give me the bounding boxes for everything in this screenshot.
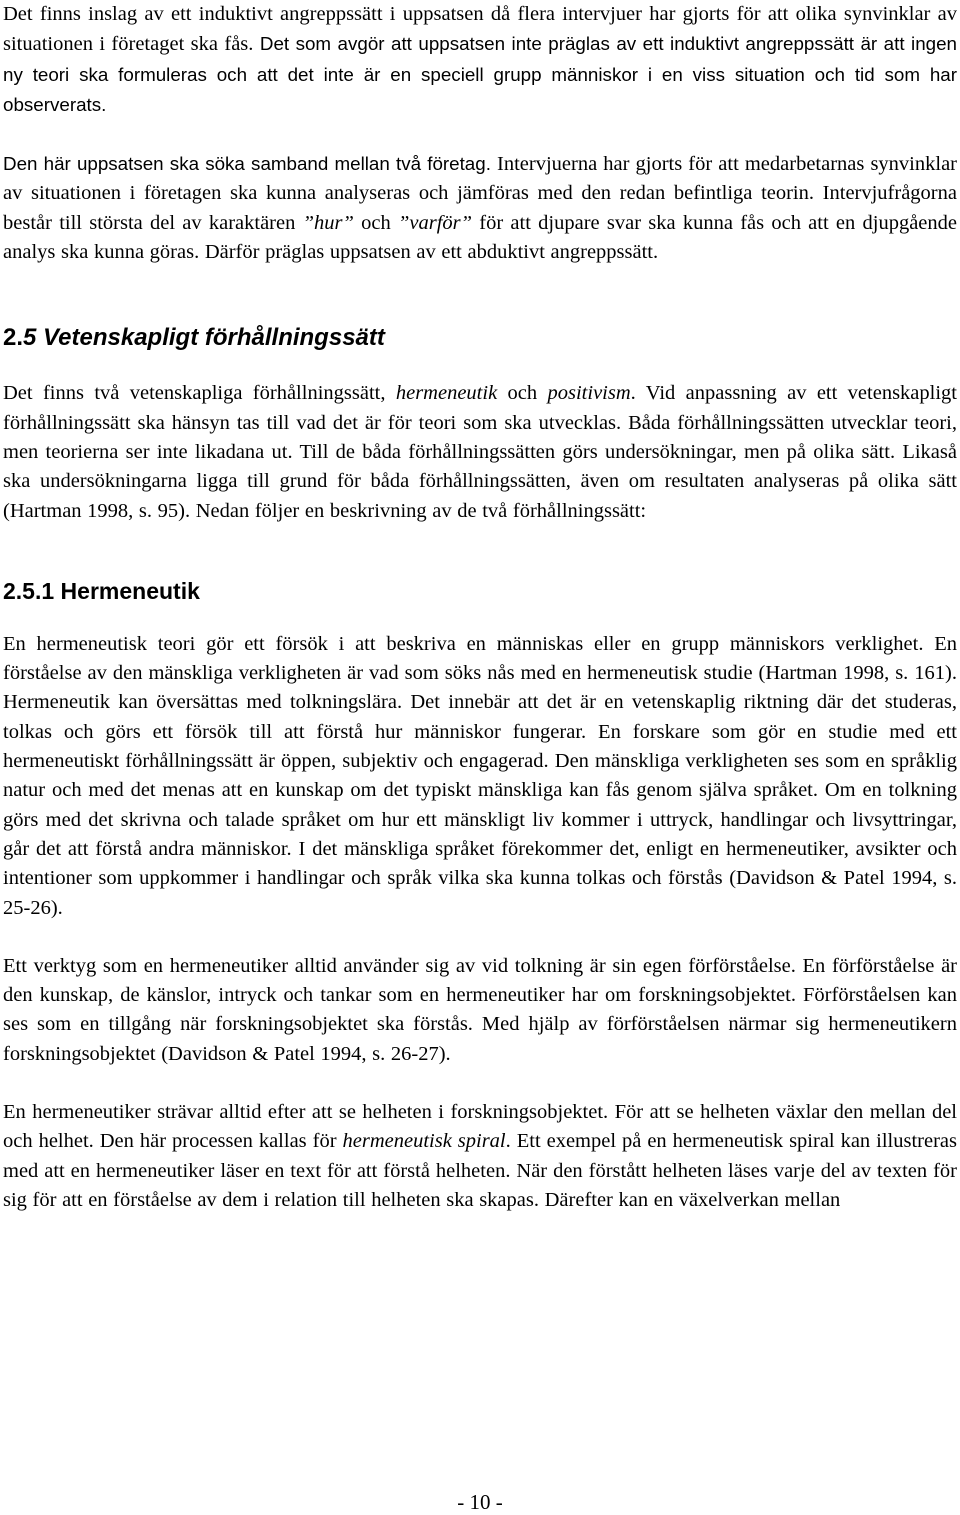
- paragraph-text: för att djupare svar ska kunna fås och att en djupgående analys ska kunna göras. Därför präglas uppsatsen av ett abduktivt angreppssätt.: [3, 211, 957, 264]
- paragraph-hermeneutik: En hermeneutisk teori gör ett försök i att beskriva en människas eller en grupp människors verklighet. En förståelse av den mänskliga verkligheten är vad som söks nås med en hermeneutisk studie (Hartman 1998, s. 161). Hermeneutik kan översättas med tolkningslära. Det innebär att det är en vetenskaplig riktning där det studeras, tolkas och görs ett försök till att förstå hur människor fungerar. En forskare som gör en studie med ett hermeneutiskt förhållningssätt är öppen, subjektiv och engagerad. Den mänskliga verkligheten ses som en språklig natur och med det menas att en kunskap om det typiskt mänskliga kan fås genom själva språket. Om en tolkning görs med det skrivna och talade språket om hur ett mänskligt liv kommer i uttryck, handlingar och livsyttringar, går det att förstå andra människor. I det mänskliga språket förekommer det, enligt en hermeneutiker, avsikter och intentioner som uppkommer i handlingar och språk vilka ska kunna tolkas och förstås (Davidson & Patel 1994, s. 25-26).: [3, 632, 957, 919]
- section-heading-2-5: [3, 323, 957, 353]
- paragraph-helhet: [3, 1098, 957, 1215]
- paragraph-text: En hermeneutiker strävar alltid efter att se helheten i forskningsobjektet. För att se helheten växlar den mellan del och helhet. Den här processen kallas för: [3, 1101, 957, 1153]
- paragraph-text-sans: Den här uppsatsen ska söka samband mellan två företag.: [3, 153, 491, 175]
- paragraph-forhallningssatt: [3, 379, 957, 525]
- paragraph-samband: [3, 149, 957, 267]
- heading-number: 2.: [3, 324, 24, 352]
- term-varfor: ”varför”: [397, 211, 473, 234]
- section-heading-2-5-1: 2.5.1 Hermeneutik: [3, 577, 200, 604]
- paragraph-text: Det finns två vetenskapliga förhållningssätt,: [3, 382, 396, 405]
- paragraph-forforstaelse: Ett verktyg som en hermeneutiker alltid använder sig av vid tolkning är sin egen förförståelse. En förförståelse är den kunskap, de känslor, intryck och tankar som en hermeneutiker har om forskningsobjektet. Förförståelsen kan ses som en tillgång när forskningsobjektet ska förstås. Med hjälp av förförståelsen närmar sig hermeneutikern forskningsobjektet (Davidson & Patel 1994, s. 26-27).: [3, 954, 957, 1065]
- paragraph-induktivt: [3, 0, 957, 120]
- term-hur: ”hur”: [302, 211, 354, 234]
- term-positivism: positivism: [547, 382, 631, 405]
- paragraph-text: . Ett exempel på en hermeneutisk spiral kan illustreras med att en hermeneutiker läser en text för att förstå helheten. När den förstått helheten läses varje del av texten för sig för att en förståelse av dem i relation till helheten ska skapas. Därefter kan en växelverkan mellan: [3, 1130, 957, 1211]
- paragraph-text: och: [497, 382, 548, 405]
- heading-text: 5 Vetenskapligt förhållningssätt: [23, 324, 385, 352]
- paragraph-text-sans: Det som avgör att uppsatsen inte präglas av ett induktivt angreppssätt är att ingen ny teori ska formuleras och att det inte är en speciell grupp människor i en viss situation och tid som har observerats.: [3, 33, 957, 115]
- term-hermeneutik: hermeneutik: [395, 382, 498, 405]
- document-page: [3, 0, 957, 1215]
- page-number: - 10 -: [457, 1490, 503, 1514]
- paragraph-text: . Vid anpassning av ett vetenskapligt förhållningssätt ska hänsyn tas till vad det är för teori som ska utvecklas. Båda förhållningssätten utvecklar teori, men teorierna ser inte likadana ut. Till de båda förhållningssätten görs undersökningar, men på olika sätt. Likaså ska undersökningarna ligga till grund för båda förhållningssätten, även om resultaten analyseras på olika sätt (Hartman 1998, s. 95). Nedan följer en beskrivning av de två förhållningssätt:: [3, 382, 957, 522]
- paragraph-text: Det finns inslag av ett induktivt angreppssätt i uppsatsen då flera intervjuer har gjorts för att olika synvinklar av situationen i företaget ska fås.: [3, 3, 957, 56]
- paragraph-text: och: [353, 211, 398, 234]
- paragraph-text: Intervjuerna har gjorts för att medarbetarnas synvinklar av situationen i företagen ska kunna analyseras och jämföras med den redan befintliga teorin. Intervjufrågorna består till största del av karaktären: [3, 153, 957, 234]
- term-hermeneutisk-spiral: hermeneutisk spiral: [342, 1130, 506, 1153]
